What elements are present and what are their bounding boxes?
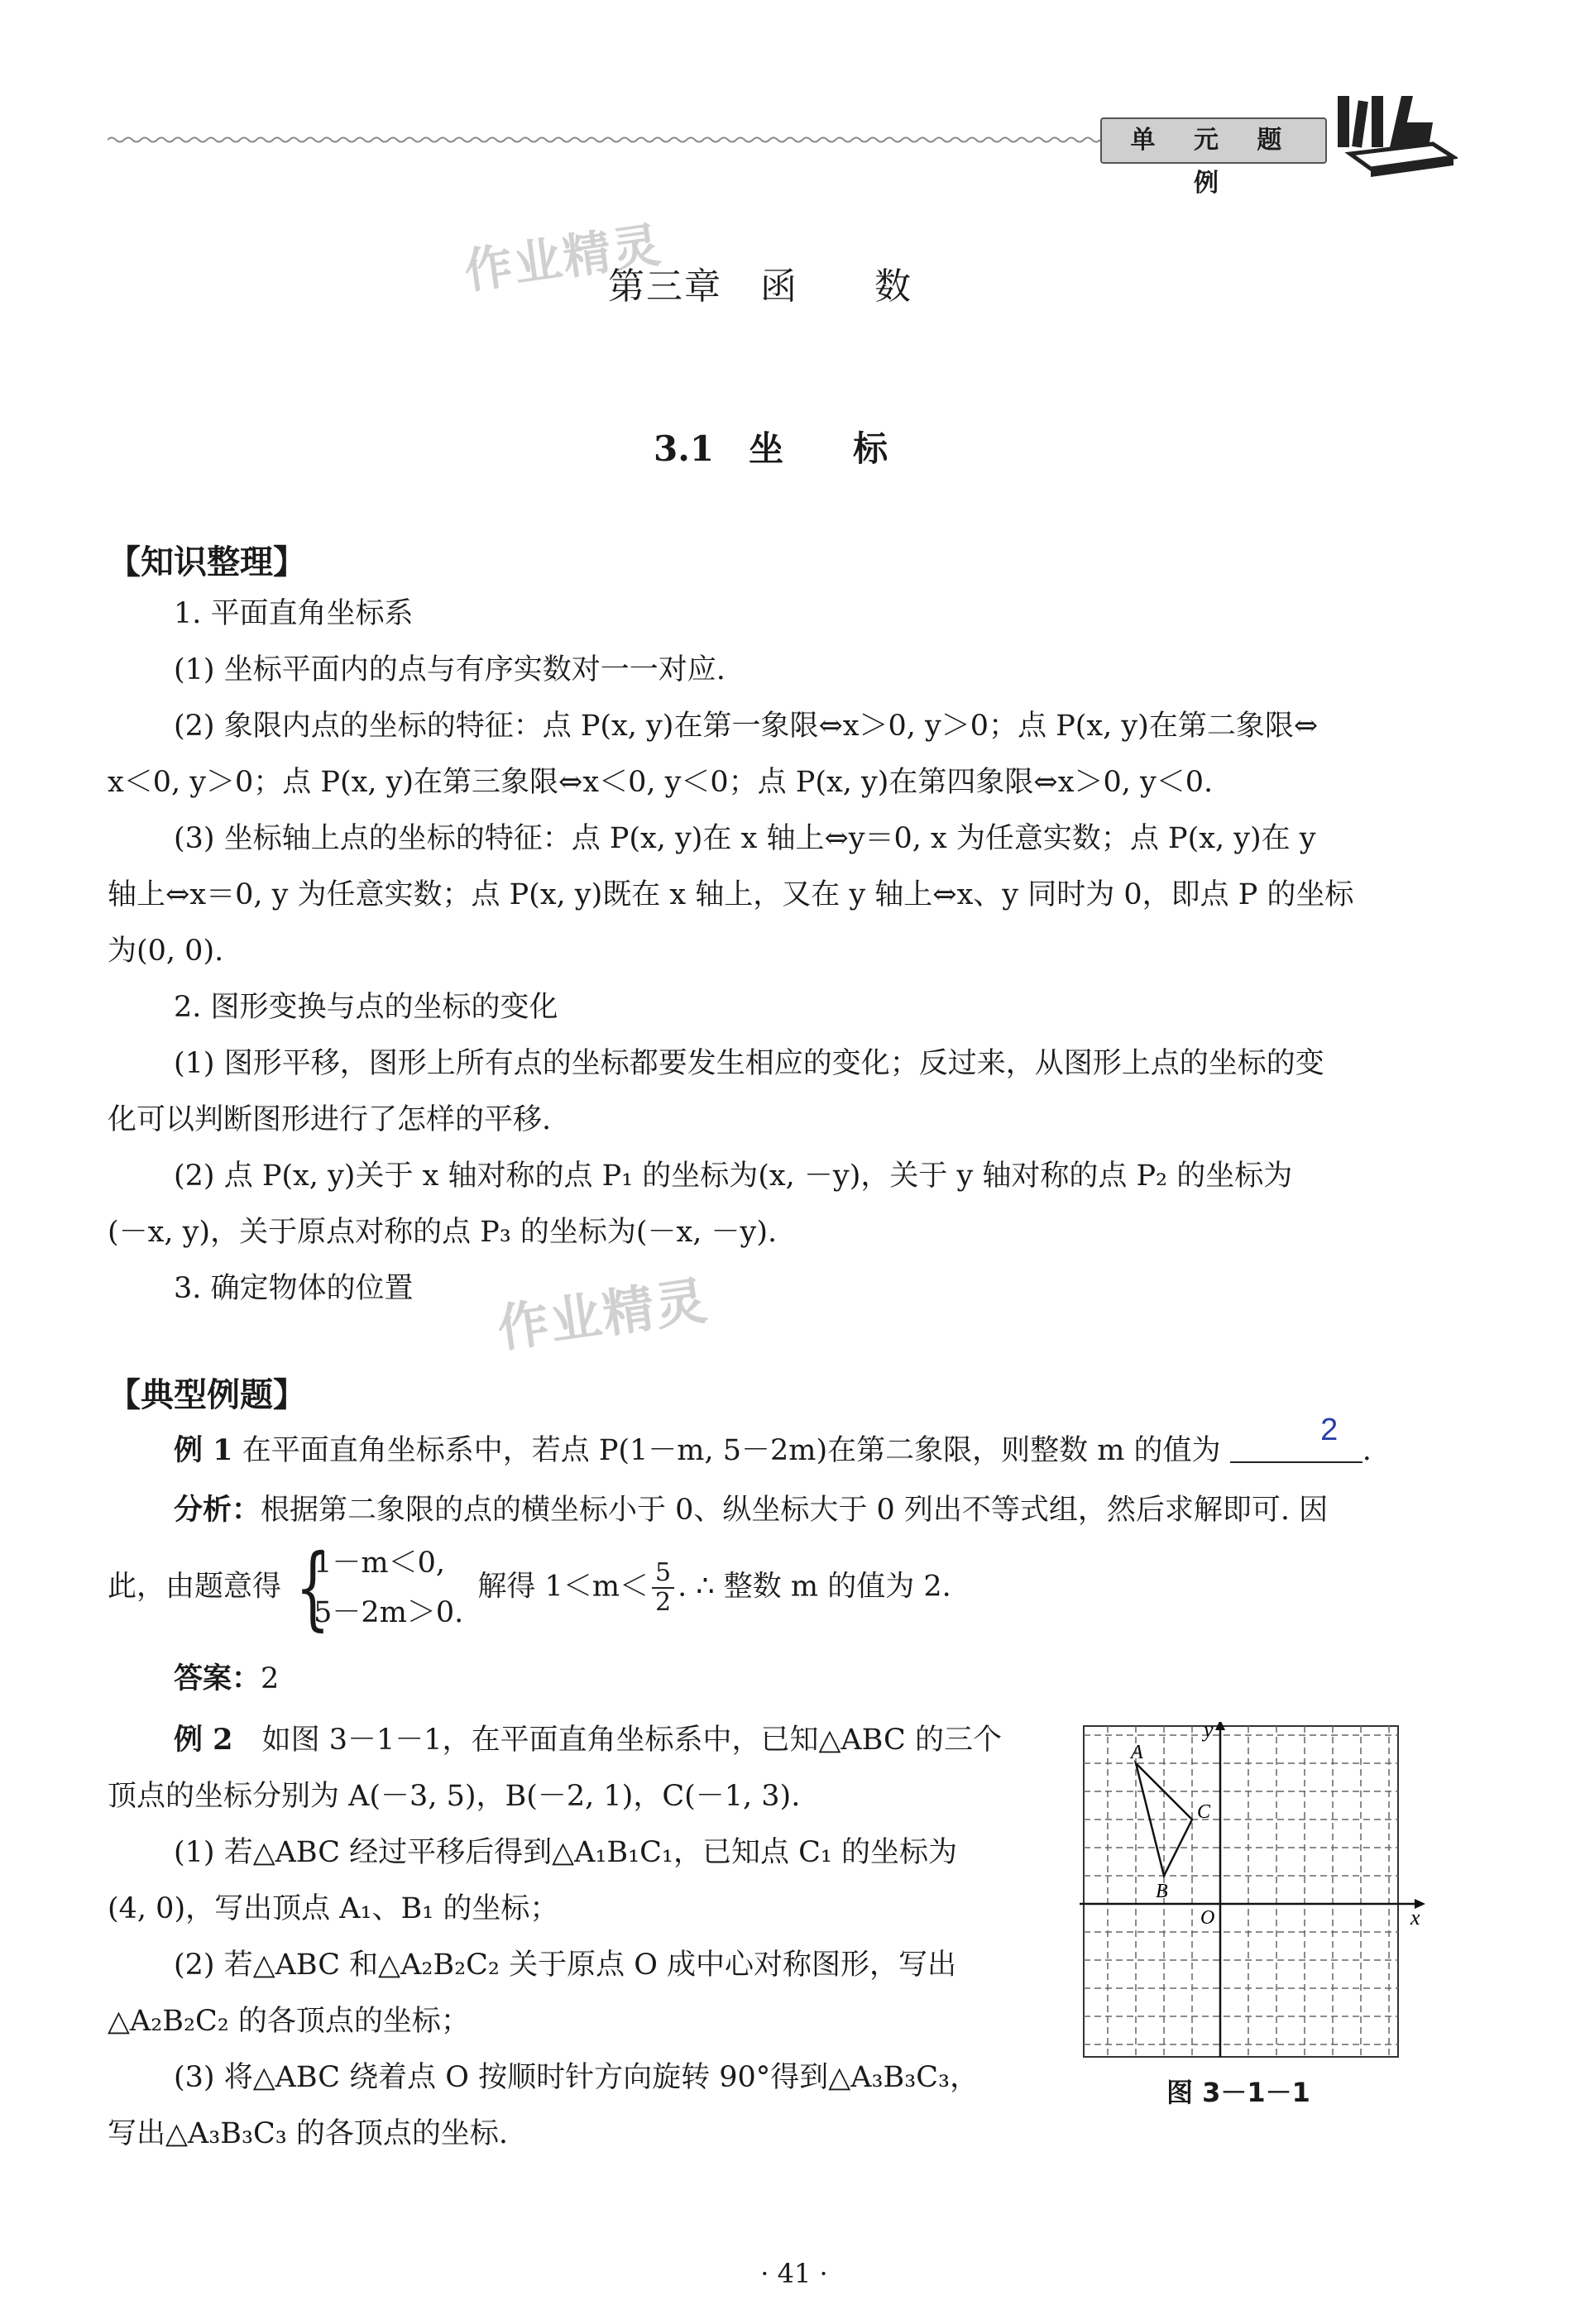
paragraph: (3) 坐标轴上点的坐标的特征：点 P(x, y)在 x 轴上⇔y＝0, x 为任意实数；点 P(x, y)在 y: [174, 822, 1316, 855]
handwritten-answer: 2: [1320, 1413, 1339, 1447]
knowledge-subheading: 1. 平面直角坐标系: [174, 597, 414, 630]
analysis-label: 分析：: [174, 1493, 261, 1527]
example-1: [108, 1413, 1497, 1538]
question-1: (1) 若△ABC 经过平移后得到△A₁B₁C₁，已知点 C₁ 的坐标为: [174, 1836, 958, 1869]
knowledge-heading: 【知识整理】: [108, 543, 306, 581]
grid-lines: [1084, 1726, 1398, 2057]
example-2-label: 例 2: [174, 1723, 233, 1757]
figure-caption: 图 3－1－1: [1166, 2077, 1310, 2108]
example-2: [108, 1712, 1059, 2162]
inequality-system: { 1－m＜0, 5－2m＞0.: [295, 1534, 464, 1640]
question-1-cont: (4, 0)，写出顶点 A₁、B₁ 的坐标；: [108, 1892, 559, 1925]
coordinate-grid-figure: [1080, 1722, 1427, 2061]
paragraph: 顶点的坐标分别为 A(－3, 5)，B(－2, 1)，C(－1, 3).: [108, 1780, 801, 1813]
x-axis-label: x: [1410, 1906, 1420, 1929]
paragraph: (1) 坐标平面内的点与有序实数对一一对应.: [174, 653, 726, 686]
question-3: (3) 将△ABC 绕着点 O 按顺时针方向旋转 90°得到△A₃B₃C₃，: [174, 2061, 979, 2094]
point-b-label: B: [1156, 1881, 1168, 1902]
answer-value: 2: [261, 1662, 280, 1695]
watermark: 作业精灵: [461, 216, 666, 300]
paragraph: (1) 图形平移，图形上所有点的坐标都要发生相应的变化；反过来，从图形上点的坐标的变: [174, 1047, 1324, 1080]
fraction-denominator: 2: [655, 1588, 672, 1617]
knowledge-subheading: 3. 确定物体的位置: [174, 1272, 414, 1305]
paragraph: 为(0, 0).: [108, 935, 224, 968]
solve-text: 解得 1＜m＜: [477, 1570, 649, 1604]
figure-frame: [1084, 1726, 1398, 2057]
example-1-label: 例 1: [174, 1433, 233, 1467]
fraction-numerator: 5: [652, 1559, 674, 1589]
paragraph: 轴上⇔x＝0, y 为任意实数；点 P(x, y)既在 x 轴上，又在 y 轴上⇔x、y 同时为 0，即点 P 的坐标: [108, 878, 1354, 911]
point-a-label: A: [1131, 1742, 1143, 1763]
question-2: (2) 若△ABC 和△A₂B₂C₂ 关于原点 O 成中心对称图形，写出: [174, 1949, 957, 1982]
examples-heading: 【典型例题】: [108, 1376, 306, 1414]
analysis-text: 根据第二象限的点的横坐标小于 0、纵坐标大于 0 列出不等式组，然后求解即可. 因: [261, 1494, 1329, 1527]
paragraph: (2) 点 P(x, y)关于 x 轴对称的点 P₁ 的坐标为(x, －y)，关于 y 轴对称的点 P₂ 的坐标为: [174, 1160, 1293, 1193]
answer-label: 答案：: [174, 1662, 261, 1695]
paragraph: (2) 象限内点的坐标的特征：点 P(x, y)在第一象限⇔x＞0, y＞0；点 P(x, y)在第二象限⇔: [174, 710, 1319, 743]
example-1-question: 在平面直角坐标系中，若点 P(1－m, 5－2m)在第二象限，则整数 m 的值为: [242, 1434, 1221, 1467]
section-title: 3.1 坐 标: [654, 428, 888, 469]
paragraph: 化可以判断图形进行了怎样的平移.: [108, 1103, 552, 1136]
question-2-cont: △A₂B₂C₂ 的各顶点的坐标；: [108, 2005, 470, 2038]
inequality-1: 1－m＜0,: [314, 1547, 446, 1580]
answer-blank: [1230, 1413, 1363, 1463]
watermark: 作业精灵: [493, 1270, 712, 1360]
answer-row: [174, 1651, 1564, 1707]
chapter-title: 第三章 函 数: [608, 265, 912, 308]
analysis-equation-row: [108, 1534, 1497, 1640]
knowledge-subheading: 2. 图形变换与点的坐标的变化: [174, 991, 558, 1024]
period: .: [1362, 1434, 1372, 1467]
unit-examples-tag: 单 元 题 例: [1100, 117, 1327, 164]
inequality-2: 5－2m＞0.: [314, 1596, 464, 1629]
conclusion: . ∴ 整数 m 的值为 2.: [678, 1570, 951, 1604]
knowledge-body: [108, 586, 1497, 1317]
y-axis-label: y: [1204, 1722, 1214, 1742]
fraction: [652, 1559, 674, 1617]
paragraph: (－x, y)，关于原点对称的点 P₃ 的坐标为(－x, －y).: [108, 1216, 778, 1249]
example-2-intro: 如图 3－1－1，在平面直角坐标系中，已知△ABC 的三个: [261, 1724, 1002, 1757]
analysis-lead: 此，由题意得: [108, 1570, 282, 1604]
origin-label: O: [1200, 1907, 1215, 1929]
paragraph: x＜0, y＞0；点 P(x, y)在第三象限⇔x＜0, y＜0；点 P(x, y)在第四象限⇔x＞0, y＜0.: [108, 766, 1214, 799]
page-number: · 41 ·: [760, 2258, 828, 2289]
question-3-cont: 写出△A₃B₃C₃ 的各顶点的坐标.: [108, 2117, 509, 2150]
point-c-label: C: [1197, 1801, 1211, 1823]
book-logo-icon: [1334, 89, 1458, 180]
